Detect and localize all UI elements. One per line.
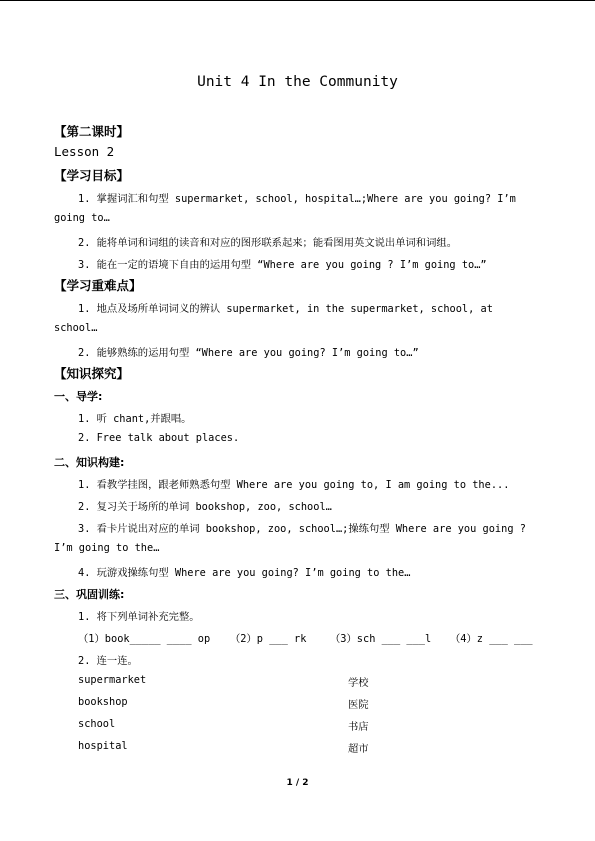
match-right-item: 书店 <box>348 721 369 733</box>
blank-item: （2）p ___ rk <box>230 633 307 645</box>
key-points-heading: 【学习重难点】 <box>54 278 142 293</box>
blank-item: （1）book_____ ____ op <box>78 633 211 645</box>
match-right-item: 学校 <box>348 677 369 689</box>
part3-heading: 三、巩固训练: <box>54 588 125 601</box>
lesson-tag: 【第二课时】 <box>54 124 130 139</box>
part1-item: 1. 听 chant,并跟唱。 <box>78 413 192 425</box>
part2-heading: 二、知识构建: <box>54 456 125 469</box>
objective-item: 1. 掌握词汇和句型 supermarket, school, hospital…;Where are you going? I’m <box>78 193 516 205</box>
match-left-item: supermarket <box>78 674 147 686</box>
page-top-rule <box>0 0 595 1</box>
blank-item: （4）z ___ ___ <box>450 633 533 645</box>
lesson-label: Lesson 2 <box>54 144 115 159</box>
match-left-item: school <box>78 718 116 730</box>
part1-heading: 一、导学: <box>54 390 103 403</box>
part2-item: 4. 玩游戏操练句型 Where are you going? I’m going to the… <box>78 567 411 579</box>
match-right-item: 医院 <box>348 699 369 711</box>
explore-heading: 【知识探究】 <box>54 366 130 381</box>
key-point-item: 1. 地点及场所单词词义的辨认 supermarket, in the supermarket, school, at <box>78 303 493 315</box>
task-matching: 2. 连一连。 <box>78 655 138 667</box>
objective-item: 2. 能将单词和词组的读音和对应的图形联系起来；能看图用英文说出单词和词组。 <box>78 237 457 249</box>
match-left-item: bookshop <box>78 696 128 708</box>
match-right-item: 超市 <box>348 743 369 755</box>
objectives-heading: 【学习目标】 <box>54 168 130 183</box>
part2-item: 1. 看教学挂图，跟老师熟悉句型 Where are you going to, I am going to the... <box>78 479 510 491</box>
part1-item: 2. Free talk about places. <box>78 432 240 444</box>
task-fill-blanks: 1. 将下列单词补充完整。 <box>78 611 200 623</box>
blank-item: （3）sch ___ ___l <box>330 633 432 645</box>
objective-item: 3. 能在一定的语境下自由的运用句型 “Where are you going ? I’m going to…” <box>78 259 487 271</box>
part2-item: 3. 看卡片说出对应的单词 bookshop, zoo, school…;操练句型 Where are you going ? <box>78 523 526 535</box>
part2-item: I’m going to the… <box>54 542 160 554</box>
key-point-item: school… <box>54 322 98 334</box>
key-point-item: 2. 能够熟练的运用句型 “Where are you going? I’m going to…” <box>78 347 419 359</box>
match-left-item: hospital <box>78 740 128 752</box>
part2-item: 2. 复习关于场所的单词 bookshop, zoo, school… <box>78 501 332 513</box>
document-title: Unit 4 In the Community <box>197 74 398 90</box>
page-number: 1 / 2 <box>286 778 309 788</box>
objective-item: going to… <box>54 212 110 224</box>
